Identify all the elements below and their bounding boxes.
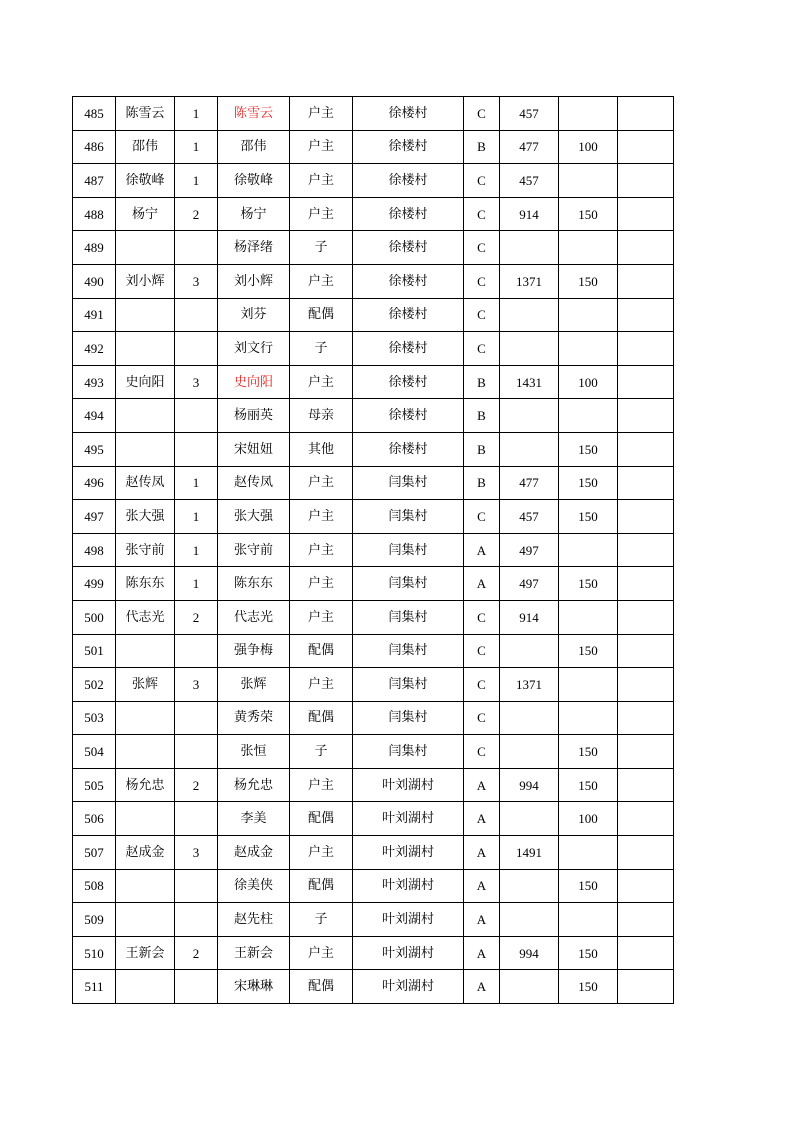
household-size-cell: 2: [175, 600, 218, 634]
grade-cell: C: [464, 298, 500, 332]
household-head-cell: [116, 735, 175, 769]
note-cell: [618, 802, 674, 836]
row-number-cell: 505: [73, 768, 116, 802]
village-cell: 叶刘湖村: [353, 768, 464, 802]
village-cell: 闫集村: [353, 735, 464, 769]
amount-cell: 994: [500, 936, 559, 970]
member-name-cell: 赵先柱: [218, 903, 290, 937]
extra-amount-cell: 150: [559, 634, 618, 668]
extra-amount-cell: 150: [559, 197, 618, 231]
row-number-cell: 487: [73, 164, 116, 198]
grade-cell: B: [464, 432, 500, 466]
village-cell: 闫集村: [353, 533, 464, 567]
household-size-cell: [175, 802, 218, 836]
household-size-cell: 3: [175, 836, 218, 870]
household-size-cell: 1: [175, 500, 218, 534]
household-head-cell: 邵伟: [116, 130, 175, 164]
household-size-cell: [175, 432, 218, 466]
table-row: [73, 735, 674, 769]
household-size-cell: 2: [175, 197, 218, 231]
table-row: [73, 432, 674, 466]
household-size-cell: 2: [175, 768, 218, 802]
table-row: [73, 130, 674, 164]
grade-cell: C: [464, 332, 500, 366]
extra-amount-cell: 150: [559, 500, 618, 534]
relation-cell: 配偶: [290, 869, 353, 903]
village-cell: 徐楼村: [353, 432, 464, 466]
member-name-cell: 李美: [218, 802, 290, 836]
extra-amount-cell: 150: [559, 936, 618, 970]
household-size-cell: 3: [175, 264, 218, 298]
note-cell: [618, 936, 674, 970]
extra-amount-cell: [559, 903, 618, 937]
table-row: [73, 567, 674, 601]
table-row: [73, 701, 674, 735]
grade-cell: B: [464, 130, 500, 164]
relation-cell: 户主: [290, 164, 353, 198]
household-size-cell: 3: [175, 668, 218, 702]
extra-amount-cell: 150: [559, 869, 618, 903]
village-cell: 叶刘湖村: [353, 836, 464, 870]
extra-amount-cell: [559, 332, 618, 366]
amount-cell: 1371: [500, 668, 559, 702]
grade-cell: C: [464, 264, 500, 298]
relation-cell: 户主: [290, 836, 353, 870]
note-cell: [618, 836, 674, 870]
member-name-cell: 杨泽绪: [218, 231, 290, 265]
household-size-cell: 2: [175, 936, 218, 970]
relation-cell: 配偶: [290, 298, 353, 332]
member-name-cell: 王新会: [218, 936, 290, 970]
household-size-cell: [175, 634, 218, 668]
grade-cell: C: [464, 231, 500, 265]
household-size-cell: 1: [175, 567, 218, 601]
amount-cell: [500, 735, 559, 769]
household-size-cell: [175, 332, 218, 366]
household-head-cell: [116, 970, 175, 1004]
grade-cell: B: [464, 365, 500, 399]
household-size-cell: [175, 869, 218, 903]
household-head-cell: [116, 869, 175, 903]
table-row: [73, 500, 674, 534]
extra-amount-cell: 150: [559, 466, 618, 500]
grade-cell: C: [464, 197, 500, 231]
member-name-cell: 张恒: [218, 735, 290, 769]
row-number-cell: 499: [73, 567, 116, 601]
household-head-cell: 张守前: [116, 533, 175, 567]
household-head-cell: [116, 903, 175, 937]
row-number-cell: 509: [73, 903, 116, 937]
household-head-cell: 陈雪云: [116, 97, 175, 131]
village-cell: 叶刘湖村: [353, 970, 464, 1004]
grade-cell: A: [464, 869, 500, 903]
amount-cell: [500, 332, 559, 366]
row-number-cell: 503: [73, 701, 116, 735]
note-cell: [618, 130, 674, 164]
household-head-cell: 王新会: [116, 936, 175, 970]
member-name-cell: 宋琳琳: [218, 970, 290, 1004]
relation-cell: 子: [290, 332, 353, 366]
table-row: [73, 264, 674, 298]
roster-body: [73, 97, 674, 1004]
row-number-cell: 506: [73, 802, 116, 836]
member-name-cell: 陈雪云: [218, 97, 290, 131]
note-cell: [618, 466, 674, 500]
relation-cell: 户主: [290, 768, 353, 802]
table-row: [73, 634, 674, 668]
note-cell: [618, 500, 674, 534]
note-cell: [618, 365, 674, 399]
row-number-cell: 488: [73, 197, 116, 231]
village-cell: 闫集村: [353, 500, 464, 534]
note-cell: [618, 197, 674, 231]
table-row: [73, 164, 674, 198]
extra-amount-cell: 150: [559, 735, 618, 769]
member-name-cell: 张守前: [218, 533, 290, 567]
extra-amount-cell: [559, 668, 618, 702]
note-cell: [618, 970, 674, 1004]
row-number-cell: 511: [73, 970, 116, 1004]
village-cell: 叶刘湖村: [353, 802, 464, 836]
extra-amount-cell: [559, 533, 618, 567]
grade-cell: C: [464, 668, 500, 702]
member-name-cell: 赵传凤: [218, 466, 290, 500]
household-head-cell: [116, 298, 175, 332]
village-cell: 徐楼村: [353, 298, 464, 332]
row-number-cell: 510: [73, 936, 116, 970]
extra-amount-cell: [559, 97, 618, 131]
extra-amount-cell: [559, 701, 618, 735]
extra-amount-cell: 100: [559, 130, 618, 164]
note-cell: [618, 735, 674, 769]
table-row: [73, 668, 674, 702]
relation-cell: 其他: [290, 432, 353, 466]
note-cell: [618, 164, 674, 198]
village-cell: 徐楼村: [353, 332, 464, 366]
household-head-cell: 杨允忠: [116, 768, 175, 802]
household-head-cell: [116, 231, 175, 265]
member-name-cell: 黄秀荣: [218, 701, 290, 735]
household-size-cell: 1: [175, 533, 218, 567]
household-head-cell: 徐敬峰: [116, 164, 175, 198]
row-number-cell: 507: [73, 836, 116, 870]
amount-cell: [500, 231, 559, 265]
household-head-cell: 刘小辉: [116, 264, 175, 298]
note-cell: [618, 97, 674, 131]
member-name-cell: 杨宁: [218, 197, 290, 231]
household-head-cell: [116, 802, 175, 836]
grade-cell: A: [464, 567, 500, 601]
household-head-cell: 杨宁: [116, 197, 175, 231]
extra-amount-cell: 150: [559, 768, 618, 802]
member-name-cell: 强争梅: [218, 634, 290, 668]
amount-cell: [500, 298, 559, 332]
household-size-cell: 1: [175, 466, 218, 500]
table-row: [73, 97, 674, 131]
relation-cell: 子: [290, 903, 353, 937]
note-cell: [618, 399, 674, 433]
relation-cell: 户主: [290, 264, 353, 298]
relation-cell: 户主: [290, 567, 353, 601]
grade-cell: A: [464, 936, 500, 970]
row-number-cell: 495: [73, 432, 116, 466]
relation-cell: 户主: [290, 533, 353, 567]
row-number-cell: 486: [73, 130, 116, 164]
village-cell: 叶刘湖村: [353, 869, 464, 903]
village-cell: 徐楼村: [353, 197, 464, 231]
village-cell: 徐楼村: [353, 231, 464, 265]
village-cell: 闫集村: [353, 600, 464, 634]
household-size-cell: [175, 399, 218, 433]
amount-cell: 914: [500, 197, 559, 231]
household-size-cell: [175, 298, 218, 332]
member-name-cell: 邵伟: [218, 130, 290, 164]
village-cell: 闫集村: [353, 567, 464, 601]
grade-cell: C: [464, 97, 500, 131]
amount-cell: 1431: [500, 365, 559, 399]
row-number-cell: 501: [73, 634, 116, 668]
village-cell: 徐楼村: [353, 264, 464, 298]
note-cell: [618, 332, 674, 366]
relation-cell: 配偶: [290, 802, 353, 836]
village-cell: 闫集村: [353, 634, 464, 668]
household-size-cell: 1: [175, 164, 218, 198]
household-head-cell: 代志光: [116, 600, 175, 634]
grade-cell: C: [464, 164, 500, 198]
relation-cell: 户主: [290, 936, 353, 970]
village-cell: 闫集村: [353, 466, 464, 500]
row-number-cell: 496: [73, 466, 116, 500]
member-name-cell: 张大强: [218, 500, 290, 534]
row-number-cell: 497: [73, 500, 116, 534]
grade-cell: B: [464, 466, 500, 500]
amount-cell: [500, 970, 559, 1004]
village-cell: 徐楼村: [353, 164, 464, 198]
member-name-cell: 陈东东: [218, 567, 290, 601]
member-name-cell: 徐美侠: [218, 869, 290, 903]
amount-cell: 457: [500, 97, 559, 131]
relation-cell: 户主: [290, 500, 353, 534]
amount-cell: [500, 802, 559, 836]
household-size-cell: [175, 903, 218, 937]
row-number-cell: 490: [73, 264, 116, 298]
relation-cell: 户主: [290, 365, 353, 399]
note-cell: [618, 903, 674, 937]
note-cell: [618, 533, 674, 567]
relation-cell: 配偶: [290, 701, 353, 735]
relation-cell: 户主: [290, 600, 353, 634]
table-row: [73, 332, 674, 366]
table-row: [73, 903, 674, 937]
relation-cell: 户主: [290, 197, 353, 231]
household-size-cell: [175, 701, 218, 735]
row-number-cell: 491: [73, 298, 116, 332]
grade-cell: B: [464, 399, 500, 433]
grade-cell: C: [464, 701, 500, 735]
note-cell: [618, 298, 674, 332]
table-row: [73, 466, 674, 500]
household-head-cell: 张大强: [116, 500, 175, 534]
note-cell: [618, 231, 674, 265]
amount-cell: 1371: [500, 264, 559, 298]
household-head-cell: [116, 399, 175, 433]
note-cell: [618, 634, 674, 668]
member-name-cell: 刘文行: [218, 332, 290, 366]
household-head-cell: 张辉: [116, 668, 175, 702]
member-name-cell: 杨允忠: [218, 768, 290, 802]
table-row: [73, 970, 674, 1004]
table-row: [73, 399, 674, 433]
grade-cell: A: [464, 802, 500, 836]
member-name-cell: 刘小辉: [218, 264, 290, 298]
note-cell: [618, 432, 674, 466]
grade-cell: A: [464, 533, 500, 567]
table-row: [73, 533, 674, 567]
table-row: [73, 869, 674, 903]
table-row: [73, 836, 674, 870]
note-cell: [618, 600, 674, 634]
roster-table: [72, 96, 674, 1004]
household-head-cell: 赵传凤: [116, 466, 175, 500]
amount-cell: 1491: [500, 836, 559, 870]
note-cell: [618, 668, 674, 702]
table-row: [73, 365, 674, 399]
table-row: [73, 231, 674, 265]
extra-amount-cell: [559, 836, 618, 870]
village-cell: 徐楼村: [353, 130, 464, 164]
amount-cell: 477: [500, 130, 559, 164]
relation-cell: 户主: [290, 668, 353, 702]
row-number-cell: 500: [73, 600, 116, 634]
relation-cell: 子: [290, 231, 353, 265]
village-cell: 徐楼村: [353, 97, 464, 131]
note-cell: [618, 264, 674, 298]
extra-amount-cell: 150: [559, 432, 618, 466]
amount-cell: 497: [500, 567, 559, 601]
relation-cell: 户主: [290, 97, 353, 131]
relation-cell: 母亲: [290, 399, 353, 433]
relation-cell: 户主: [290, 466, 353, 500]
village-cell: 闫集村: [353, 701, 464, 735]
village-cell: 闫集村: [353, 668, 464, 702]
household-size-cell: 3: [175, 365, 218, 399]
household-head-cell: 赵成金: [116, 836, 175, 870]
amount-cell: [500, 701, 559, 735]
extra-amount-cell: [559, 231, 618, 265]
grade-cell: A: [464, 970, 500, 1004]
extra-amount-cell: 150: [559, 970, 618, 1004]
table-row: [73, 768, 674, 802]
village-cell: 徐楼村: [353, 365, 464, 399]
amount-cell: 457: [500, 500, 559, 534]
grade-cell: C: [464, 634, 500, 668]
grade-cell: C: [464, 735, 500, 769]
note-cell: [618, 768, 674, 802]
household-size-cell: [175, 231, 218, 265]
row-number-cell: 485: [73, 97, 116, 131]
relation-cell: 户主: [290, 130, 353, 164]
household-head-cell: 陈东东: [116, 567, 175, 601]
household-head-cell: [116, 332, 175, 366]
member-name-cell: 史向阳: [218, 365, 290, 399]
note-cell: [618, 567, 674, 601]
row-number-cell: 504: [73, 735, 116, 769]
grade-cell: C: [464, 500, 500, 534]
extra-amount-cell: [559, 600, 618, 634]
relation-cell: 配偶: [290, 970, 353, 1004]
amount-cell: [500, 432, 559, 466]
relation-cell: 配偶: [290, 634, 353, 668]
member-name-cell: 代志光: [218, 600, 290, 634]
member-name-cell: 徐敬峰: [218, 164, 290, 198]
amount-cell: 497: [500, 533, 559, 567]
household-head-cell: [116, 701, 175, 735]
extra-amount-cell: [559, 164, 618, 198]
row-number-cell: 493: [73, 365, 116, 399]
village-cell: 徐楼村: [353, 399, 464, 433]
table-row: [73, 298, 674, 332]
extra-amount-cell: 150: [559, 567, 618, 601]
extra-amount-cell: 150: [559, 264, 618, 298]
grade-cell: A: [464, 836, 500, 870]
household-size-cell: [175, 970, 218, 1004]
table-row: [73, 197, 674, 231]
village-cell: 叶刘湖村: [353, 903, 464, 937]
extra-amount-cell: 100: [559, 365, 618, 399]
table-row: [73, 936, 674, 970]
grade-cell: A: [464, 903, 500, 937]
amount-cell: [500, 869, 559, 903]
household-head-cell: [116, 634, 175, 668]
member-name-cell: 杨丽英: [218, 399, 290, 433]
amount-cell: [500, 634, 559, 668]
household-head-cell: [116, 432, 175, 466]
amount-cell: 914: [500, 600, 559, 634]
amount-cell: [500, 903, 559, 937]
amount-cell: 477: [500, 466, 559, 500]
row-number-cell: 492: [73, 332, 116, 366]
member-name-cell: 张辉: [218, 668, 290, 702]
table-row: [73, 600, 674, 634]
member-name-cell: 宋妞妞: [218, 432, 290, 466]
grade-cell: C: [464, 600, 500, 634]
extra-amount-cell: 100: [559, 802, 618, 836]
row-number-cell: 508: [73, 869, 116, 903]
amount-cell: [500, 399, 559, 433]
household-head-cell: 史向阳: [116, 365, 175, 399]
row-number-cell: 502: [73, 668, 116, 702]
amount-cell: 994: [500, 768, 559, 802]
row-number-cell: 489: [73, 231, 116, 265]
household-size-cell: 1: [175, 130, 218, 164]
household-size-cell: 1: [175, 97, 218, 131]
row-number-cell: 494: [73, 399, 116, 433]
grade-cell: A: [464, 768, 500, 802]
relation-cell: 子: [290, 735, 353, 769]
note-cell: [618, 869, 674, 903]
extra-amount-cell: [559, 399, 618, 433]
member-name-cell: 刘芬: [218, 298, 290, 332]
table-row: [73, 802, 674, 836]
note-cell: [618, 701, 674, 735]
village-cell: 叶刘湖村: [353, 936, 464, 970]
member-name-cell: 赵成金: [218, 836, 290, 870]
household-size-cell: [175, 735, 218, 769]
extra-amount-cell: [559, 298, 618, 332]
amount-cell: 457: [500, 164, 559, 198]
row-number-cell: 498: [73, 533, 116, 567]
